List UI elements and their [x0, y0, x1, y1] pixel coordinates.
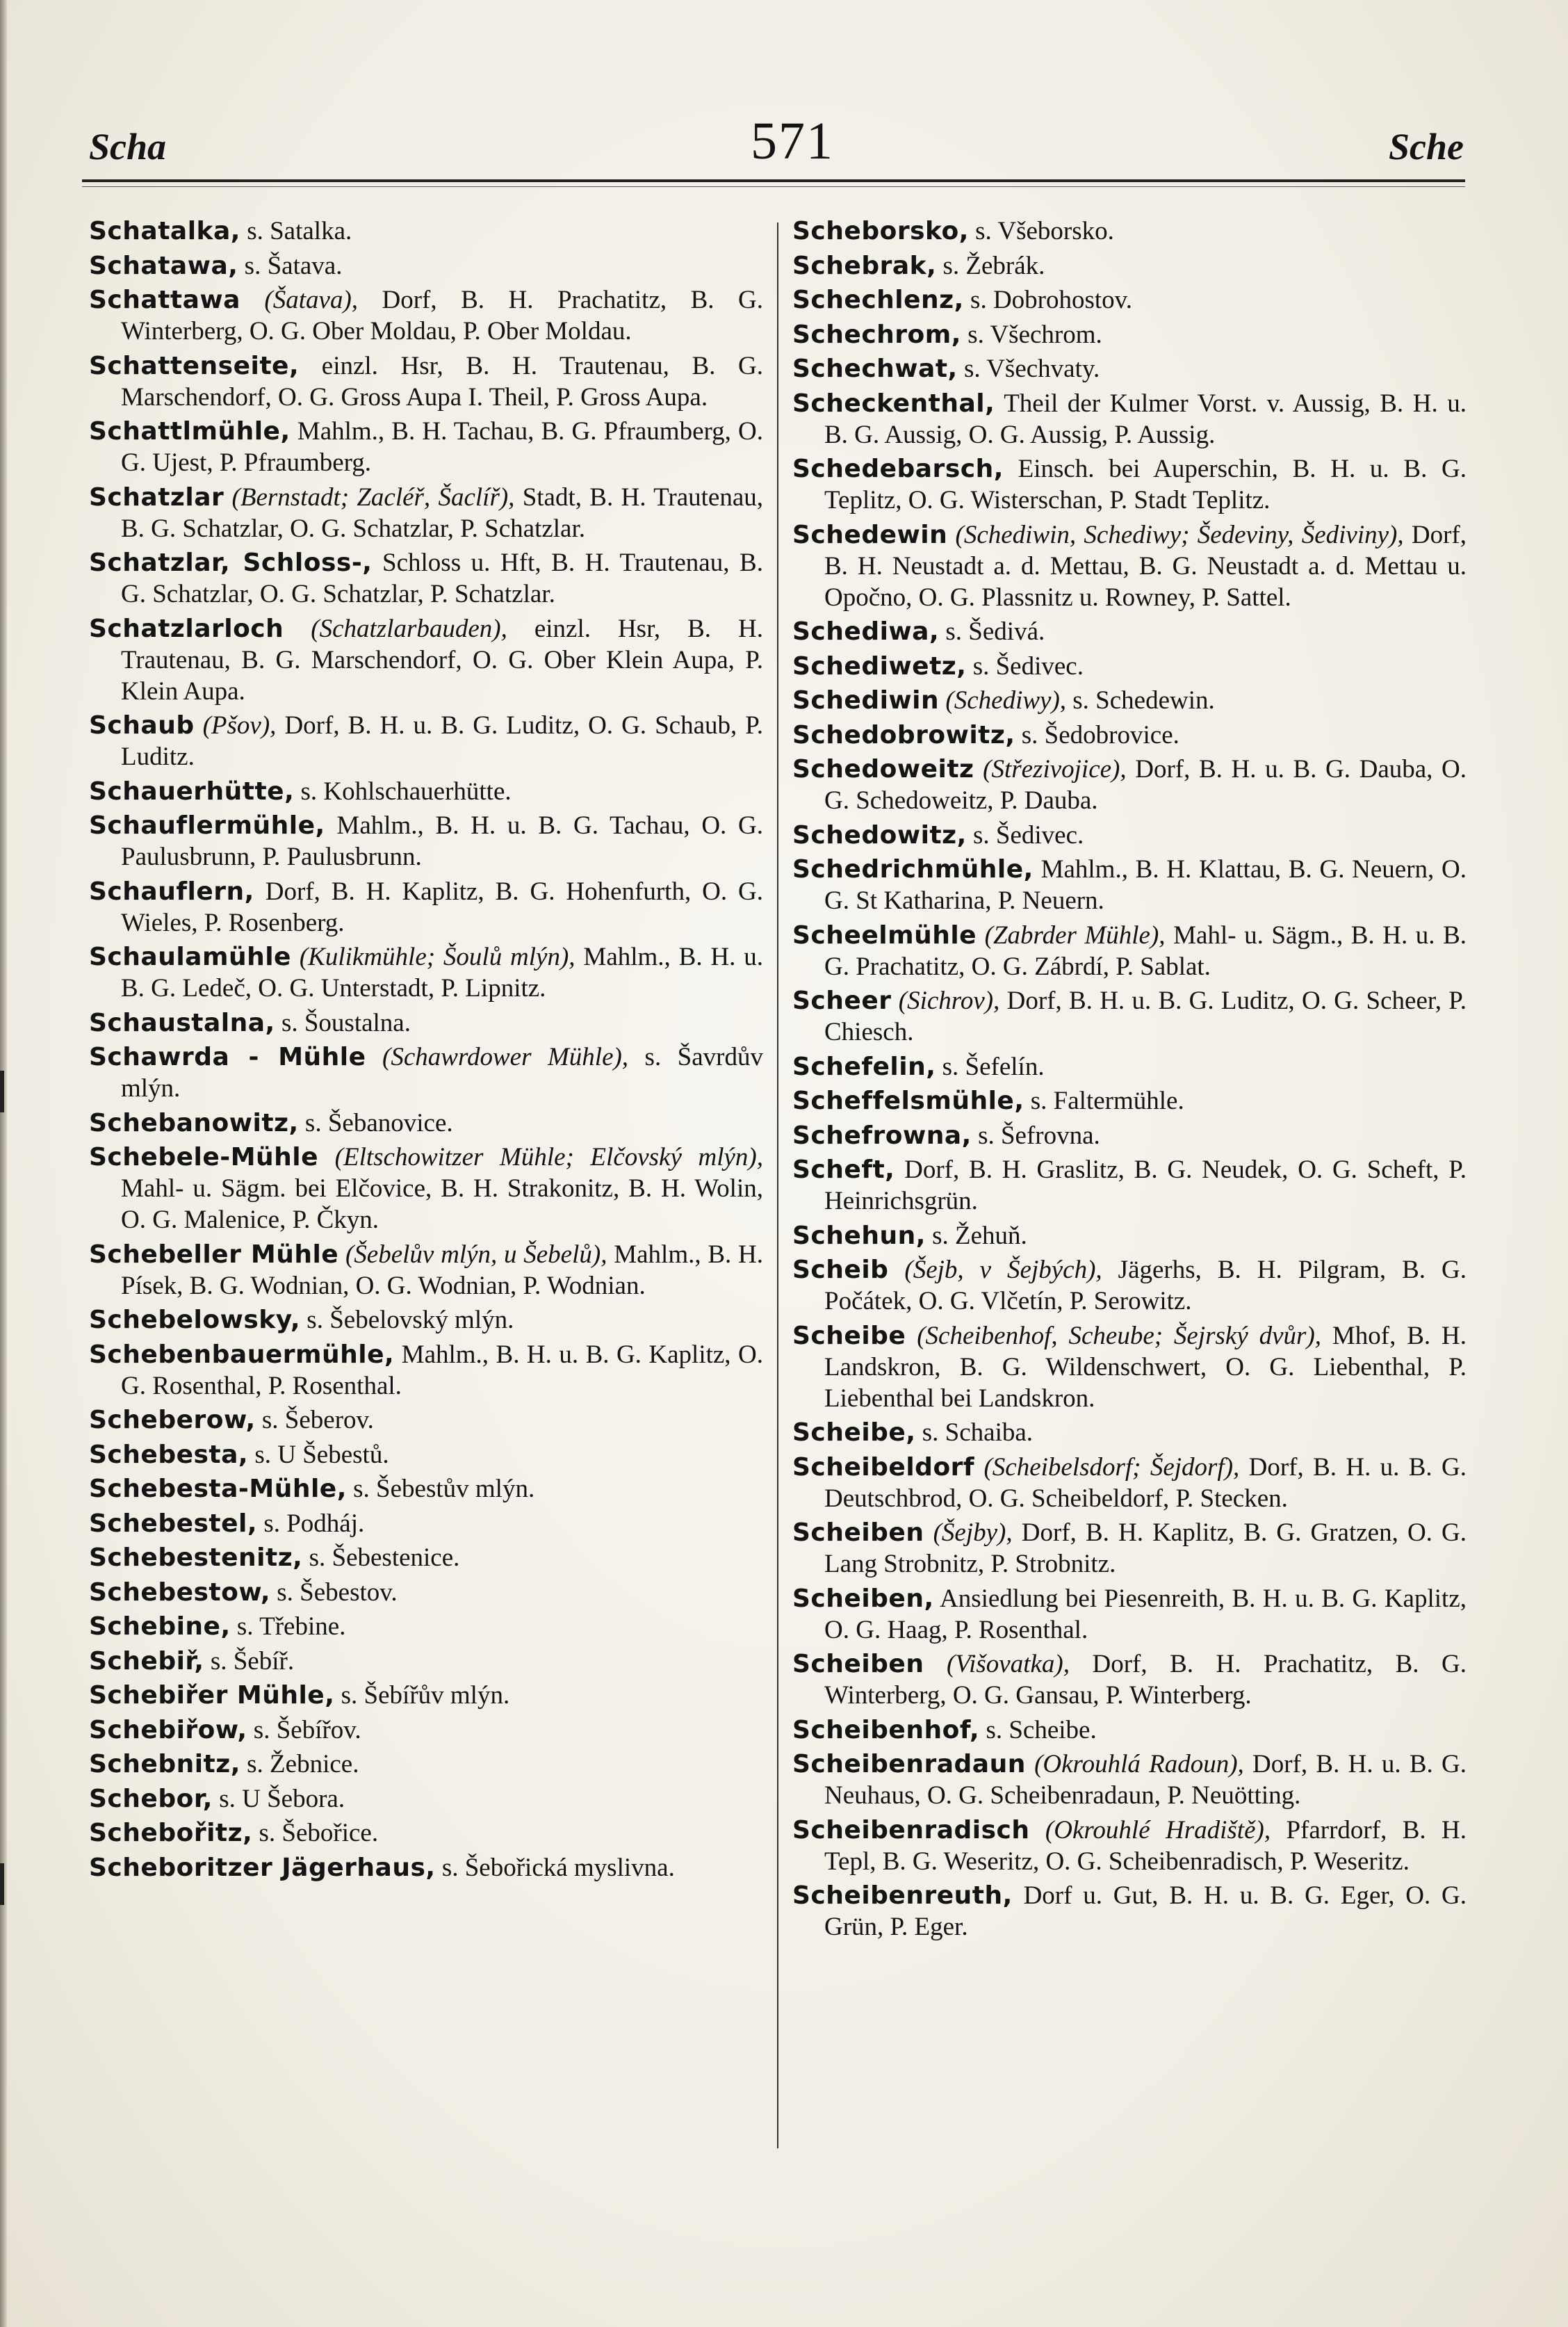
- entry-headword: Schatalka,: [89, 217, 240, 245]
- entry-description: s. Všechrom.: [961, 320, 1102, 349]
- entry-description: s. Všechvaty.: [957, 355, 1100, 383]
- gazetteer-entry: [792, 1220, 1467, 1251]
- entry-alternate-names: (Schawrdower Mühle),: [366, 1043, 629, 1071]
- entry-description: Dorf, B. H. Neustadt a. d. Mettau, B. G. Neustadt a. d. Mettau u. Opočno, O. G. Plassnitz u. Rowney, P. Sattel.: [824, 520, 1467, 612]
- entry-description: Dorf, B. H. Kaplitz, B. G. Hohenfurth, O. G. Wieles, P. Rosenberg.: [121, 877, 763, 937]
- entry-headword: Scheib: [792, 1256, 889, 1284]
- entry-headword: Scheiben,: [792, 1584, 934, 1613]
- gazetteer-entry: [792, 985, 1467, 1048]
- entry-headword: Scheberow,: [89, 1406, 256, 1434]
- gazetteer-entry: [89, 547, 763, 610]
- entry-headword: Schebesta,: [89, 1440, 249, 1469]
- entry-headword: Schaub: [89, 711, 195, 740]
- gazetteer-entry: [792, 651, 1467, 682]
- entry-headword: Scheboritzer Jägerhaus,: [89, 1853, 436, 1882]
- gazetteer-entry: [89, 1439, 763, 1470]
- gazetteer-entry: [89, 810, 763, 873]
- entry-headword: Schefrowna,: [792, 1121, 972, 1150]
- entry-headword: Schawrda - Mühle: [89, 1043, 366, 1071]
- entry-headword: Schattawa: [89, 286, 240, 314]
- entry-alternate-names: (Schediwy),: [939, 686, 1067, 715]
- entry-description: s. U Šebora.: [212, 1784, 345, 1813]
- gazetteer-entry: [792, 820, 1467, 851]
- header-rule: [82, 179, 1465, 182]
- entry-headword: Schebiřer Mühle,: [89, 1681, 335, 1710]
- entry-headword: Schedoweitz: [792, 755, 974, 784]
- entry-description: s. Třebine.: [230, 1612, 346, 1641]
- gazetteer-entry: [89, 1508, 763, 1539]
- entry-headword: Scheffelsmühle,: [792, 1087, 1024, 1115]
- entry-headword: Schediwa,: [792, 617, 940, 646]
- entry-headword: Schatzlar, Schloss-,: [89, 549, 373, 577]
- entry-description: s. Schedewin.: [1066, 686, 1215, 715]
- gazetteer-entry: [89, 1577, 763, 1608]
- gazetteer-entry: [89, 1611, 763, 1642]
- entry-headword: Schedrichmühle,: [792, 855, 1034, 884]
- gazetteer-entry: [89, 1304, 763, 1336]
- entry-headword: Scheibe,: [792, 1418, 916, 1447]
- entry-headword: Schebesta-Mühle,: [89, 1475, 347, 1503]
- gazetteer-entry: [792, 1648, 1467, 1711]
- entry-headword: Schauflermühle,: [89, 811, 325, 840]
- entry-headword: Schechlenz,: [792, 286, 964, 314]
- gazetteer-entry: [792, 388, 1467, 451]
- entry-description: Dorf u. Gut, B. H. u. B. G. Eger, O. G. Grün, P. Eger.: [824, 1881, 1467, 1941]
- entry-description: s. Šoustalna.: [275, 1008, 411, 1037]
- gazetteer-entry: [89, 776, 763, 807]
- entry-description: Mhof, B. H. Landskron, B. G. Wildenschwert, O. G. Liebenthal, P. Liebenthal bei Landskron.: [824, 1321, 1467, 1413]
- entry-alternate-names: (Bernstadt; Zacléř, Šaclíř),: [224, 483, 515, 512]
- entry-description: Dorf, B. H. u. B. G. Luditz, O. G. Scheer, P. Chiesch.: [824, 987, 1467, 1046]
- right-column: [792, 216, 1467, 1946]
- entry-description: s. Scheibe.: [979, 1715, 1097, 1744]
- gazetteer-entry: [792, 616, 1467, 647]
- gazetteer-entry: [89, 1339, 763, 1402]
- gazetteer-entry: [89, 482, 763, 544]
- gazetteer-entry: [89, 1542, 763, 1573]
- entry-description: s. Žebnice.: [240, 1750, 359, 1778]
- entry-headword: Schatzlarloch: [89, 614, 284, 643]
- gazetteer-entry: [792, 519, 1467, 613]
- entry-description: s. Šatava.: [238, 251, 343, 280]
- entry-headword: Schattenseite,: [89, 351, 300, 380]
- entry-alternate-names: (Šebelův mlýn, u Šebelů),: [338, 1240, 607, 1269]
- entry-description: s. Kohlschauerhütte.: [294, 777, 512, 806]
- entry-headword: Schebelowsky,: [89, 1306, 301, 1334]
- entry-headword: Schebanowitz,: [89, 1108, 299, 1137]
- entry-description: s. Šebořice.: [252, 1819, 379, 1847]
- entry-headword: Scheibenhof,: [792, 1715, 980, 1744]
- entry-headword: Schaustalna,: [89, 1008, 275, 1037]
- entry-description: s. Šedivec.: [966, 820, 1084, 850]
- gazetteer-entry: [792, 1120, 1467, 1151]
- running-head-left: Scha: [89, 126, 167, 168]
- entry-headword: Scheibe: [792, 1321, 906, 1350]
- entry-description: Mahlm., B. H. Klattau, B. G. Neuern, O. G. St Katharina, P. Neuern.: [824, 855, 1467, 915]
- entry-description: Mahlm., B. H. u. B. G. Kaplitz, O. G. Rosenthal, P. Rosenthal.: [121, 1340, 763, 1400]
- entry-description: Dorf, B. H. Kaplitz, B. G. Gratzen, O. G. Lang Strobnitz, P. Strobnitz.: [824, 1518, 1467, 1578]
- entry-description: Einsch. bei Auperschin, B. H. u. B. G. Teplitz, O. G. Wisterschan, P. Stadt Teplitz.: [824, 455, 1467, 514]
- entry-headword: Schechwat,: [792, 355, 958, 383]
- gazetteer-entry: [89, 216, 763, 247]
- entry-headword: Schebeller Mühle: [89, 1240, 339, 1269]
- gazetteer-entry: [792, 1517, 1467, 1580]
- entry-headword: Schatawa,: [89, 251, 238, 280]
- entry-description: einzl. Hsr, B. H. Trautenau, B. G. Marschendorf, O. G. Gross Aupa I. Theil, P. Gross Aupa.: [121, 351, 763, 412]
- entry-alternate-names: (Pšov),: [194, 711, 277, 740]
- entry-description: s. Podháj.: [257, 1509, 365, 1538]
- gazetteer-entry: [89, 284, 763, 347]
- entry-headword: Schauerhütte,: [89, 777, 295, 806]
- gazetteer-entry: [89, 876, 763, 939]
- entry-headword: Schedowitz,: [792, 820, 967, 850]
- running-head-right: Sche: [1389, 126, 1464, 168]
- entry-description: Mahlm., B. H. u. B. G. Tachau, O. G. Paulusbrunn, P. Paulusbrunn.: [121, 811, 763, 871]
- entry-description: einzl. Hsr, B. H. Trautenau, B. G. Marschendorf, O. G. Ober Klein Aupa, P. Klein Aupa.: [121, 614, 763, 706]
- entry-headword: Scheiben: [792, 1518, 924, 1547]
- gazetteer-entry: [89, 1041, 763, 1104]
- entry-headword: Schebiř,: [89, 1646, 204, 1676]
- entry-headword: Schattlmühle,: [89, 417, 291, 446]
- entry-headword: Scheft,: [792, 1156, 895, 1184]
- gazetteer-entry: [89, 1108, 763, 1139]
- entry-alternate-names: (Scheibenhof, Scheube; Šejrský dvůr),: [906, 1321, 1322, 1350]
- entry-headword: Scheer: [792, 987, 892, 1015]
- entry-headword: Schatzlar: [89, 483, 224, 512]
- entry-alternate-names: (Scheibelsdorf; Šejdorf),: [974, 1452, 1240, 1482]
- entry-description: Dorf, B. H. u. B. G. Dauba, O. G. Schedoweitz, P. Dauba.: [824, 755, 1467, 815]
- entry-alternate-names: (Šejb, v Šejbých),: [888, 1256, 1102, 1284]
- entry-alternate-names: (Schatzlarbauden),: [284, 614, 507, 643]
- gazetteer-entry: [89, 1852, 763, 1883]
- gazetteer-entry: [89, 1646, 763, 1677]
- entry-description: Mahlm., B. H. Tachau, B. G. Pfraumberg, O. G. Ujest, P. Pfraumberg.: [121, 417, 763, 477]
- gazetteer-entry: [792, 1583, 1467, 1646]
- entry-description: s. Šebestov.: [270, 1578, 398, 1607]
- gazetteer-entry: [89, 1749, 763, 1780]
- entry-description: Stadt, B. H. Trautenau, B. G. Schatzlar, O. G. Schatzlar, P. Schatzlar.: [121, 483, 763, 543]
- entry-headword: Schedewin: [792, 520, 948, 549]
- gazetteer-entry: [792, 1154, 1467, 1217]
- gazetteer-entry: [792, 685, 1467, 716]
- entry-description: s. Dobrohostov.: [963, 286, 1133, 314]
- page-number: 571: [751, 112, 834, 170]
- gazetteer-entry: [792, 1320, 1467, 1414]
- entry-description: s. Šefrovna.: [971, 1121, 1100, 1150]
- gazetteer-entry: [792, 1085, 1467, 1117]
- gazetteer-entry: [792, 1749, 1467, 1811]
- entry-description: s. Šebelovský mlýn.: [300, 1306, 514, 1334]
- gazetteer-entry: [792, 319, 1467, 350]
- entry-description: Dorf, B. H. Prachatitz, B. G. Winterberg, O. G. Ober Moldau, P. Ober Moldau.: [121, 286, 763, 346]
- entry-headword: Schediwetz,: [792, 651, 967, 681]
- entry-headword: Schauflern,: [89, 877, 254, 906]
- entry-description: s. Šebíř.: [204, 1646, 295, 1676]
- gazetteer-entry: [89, 1239, 763, 1302]
- entry-description: Mahl- u. Sägm. bei Elčovice, B. H. Strakonitz, B. H. Wolin, O. G. Malenice, P. Čkyn.: [121, 1174, 763, 1234]
- gazetteer-entry: [792, 1880, 1467, 1943]
- gazetteer-entry: [89, 1473, 763, 1505]
- gazetteer-entry: [792, 1815, 1467, 1877]
- entry-description: s. Šedivec.: [966, 651, 1084, 681]
- entry-headword: Schebestel,: [89, 1509, 258, 1538]
- entry-description: Theil der Kulmer Vorst. v. Aussig, B. H. u. B. G. Aussig, O. G. Aussig, P. Aussig.: [824, 389, 1467, 449]
- entry-headword: Schaulamühle: [89, 943, 291, 971]
- entry-description: Dorf, B. H. u. B. G. Neuhaus, O. G. Scheibenradaun, P. Neuötting.: [824, 1750, 1467, 1810]
- column-divider: [777, 222, 778, 2148]
- entry-alternate-names: (Eltschowitzer Mühle; Elčovský mlýn),: [318, 1143, 763, 1171]
- gazetteer-entry: [792, 1452, 1467, 1514]
- entry-description: s. Šebanovice.: [298, 1108, 453, 1137]
- entry-description: s. Všeborsko.: [968, 217, 1114, 245]
- entry-headword: Schedebarsch,: [792, 455, 1004, 483]
- entry-headword: Scheibenradaun: [792, 1750, 1026, 1778]
- entry-description: s. Šebířův mlýn.: [334, 1681, 510, 1710]
- entry-description: Jägerhs, B. H. Pilgram, B. G. Počátek, O. G. Vlčetín, P. Serowitz.: [824, 1256, 1467, 1315]
- entry-description: s. Šebestův mlýn.: [346, 1475, 535, 1503]
- entry-alternate-names: (Zabrder Mühle),: [977, 921, 1166, 950]
- gazetteer-entry: [792, 1417, 1467, 1448]
- entry-description: s. U Šebestů.: [248, 1440, 389, 1469]
- gazetteer-entry: [792, 453, 1467, 516]
- entry-headword: Scheiben: [792, 1650, 924, 1678]
- entry-description: Dorf, B. H. Graslitz, B. G. Neudek, O. G. Scheft, P. Heinrichsgrün.: [824, 1156, 1467, 1215]
- margin-mark: [0, 1863, 4, 1905]
- gazetteer-entry: [89, 350, 763, 413]
- gazetteer-entry: [89, 941, 763, 1004]
- entry-headword: Schebnitz,: [89, 1750, 240, 1778]
- gazetteer-entry: [89, 250, 763, 282]
- gazetteer-entry: [89, 1142, 763, 1235]
- entry-headword: Scheborsko,: [792, 217, 969, 245]
- entry-description: s. Šedobrovice.: [1015, 720, 1179, 749]
- entry-headword: Scheelmühle: [792, 921, 977, 950]
- gazetteer-entry: [89, 1680, 763, 1711]
- gazetteer-entry: [89, 1783, 763, 1815]
- entry-headword: Schebor,: [89, 1784, 213, 1813]
- gazetteer-entry: [792, 754, 1467, 816]
- entry-description: s. Faltermühle.: [1024, 1087, 1184, 1115]
- gazetteer-entry: [89, 1404, 763, 1436]
- entry-headword: Schebine,: [89, 1612, 231, 1641]
- entry-headword: Scheibenradisch: [792, 1815, 1030, 1844]
- entry-description: s. Žehuň.: [925, 1221, 1027, 1250]
- entry-description: Dorf, B. H. Prachatitz, B. G. Winterberg, O. G. Gansau, P. Winterberg.: [824, 1650, 1467, 1710]
- gazetteer-entry: [792, 1254, 1467, 1317]
- gazetteer-entry: [792, 720, 1467, 751]
- entry-description: s. Šebořická myslivna.: [435, 1853, 675, 1882]
- gazetteer-entry: [89, 613, 763, 707]
- gazetteer-entry: [792, 920, 1467, 982]
- gazetteer-entry: [792, 216, 1467, 247]
- entry-headword: Schechrom,: [792, 320, 961, 349]
- gazetteer-entry: [89, 710, 763, 772]
- gazetteer-entry: [792, 284, 1467, 316]
- entry-alternate-names: (Sichrov),: [891, 987, 1000, 1015]
- entry-alternate-names: (Kulikmühle; Šoulů mlýn),: [291, 943, 575, 971]
- entry-description: s. Schaiba.: [915, 1418, 1034, 1447]
- entry-headword: Schebořitz,: [89, 1819, 253, 1847]
- entry-description: s. Šebířov.: [247, 1715, 361, 1744]
- entry-headword: Scheckenthal,: [792, 389, 995, 418]
- gazetteer-entry: [89, 1817, 763, 1849]
- entry-headword: Schebestow,: [89, 1578, 270, 1607]
- entry-headword: Schediwin: [792, 686, 940, 715]
- entry-alternate-names: (Šatava),: [240, 286, 359, 314]
- gazetteer-entry: [792, 1714, 1467, 1746]
- entry-headword: Schebiřow,: [89, 1715, 247, 1744]
- entry-description: s. Šedivá.: [939, 617, 1045, 646]
- entry-alternate-names: (Schediwin, Schediwy; Šedeviny, Šediviny),: [947, 520, 1404, 549]
- entry-headword: Schefelin,: [792, 1052, 936, 1081]
- entry-headword: Schebrak,: [792, 251, 937, 280]
- entry-description: s. Šebestenice.: [302, 1543, 460, 1572]
- entry-headword: Schebele-Mühle: [89, 1143, 319, 1171]
- gazetteer-entry: [792, 1051, 1467, 1083]
- gazetteer-entry: [792, 353, 1467, 384]
- margin-mark: [0, 1071, 4, 1112]
- entry-description: Ansiedlung bei Piesenreith, B. H. u. B. G. Kaplitz, O. G. Haag, P. Rosenthal.: [824, 1584, 1467, 1644]
- gazetteer-entry: [89, 1714, 763, 1746]
- entry-description: Mahlm., B. H. Písek, B. G. Wodnian, O. G. Wodnian, P. Wodnian.: [121, 1240, 763, 1300]
- entry-description: s. Satalka.: [240, 217, 352, 245]
- gazetteer-entry: [792, 854, 1467, 916]
- entry-description: Dorf, B. H. u. B. G. Deutschbrod, O. G. Scheibeldorf, P. Stecken.: [824, 1452, 1467, 1513]
- entry-description: Mahlm., B. H. u. B. G. Ledeč, O. G. Unterstadt, P. Lipnitz.: [121, 943, 764, 1003]
- entry-headword: Scheibeldorf: [792, 1452, 975, 1482]
- entry-headword: Schehun,: [792, 1221, 926, 1250]
- running-head: [0, 111, 1568, 188]
- gazetteer-entry: [792, 250, 1467, 282]
- entry-description: s. Žebrák.: [936, 251, 1045, 280]
- entry-alternate-names: (Okrouhlé Hradiště),: [1029, 1815, 1271, 1844]
- entry-description: Mahl- u. Sägm., B. H. u. B. G. Prachatitz, O. G. Zábrdí, P. Sablat.: [824, 921, 1467, 981]
- entry-headword: Schedobrowitz,: [792, 720, 1015, 749]
- page-edge-shadow: [0, 0, 7, 2327]
- entry-alternate-names: (Okrouhlá Radoun),: [1025, 1750, 1244, 1778]
- entry-description: Schloss u. Hft, B. H. Trautenau, B. G. Schatzlar, O. G. Schatzlar, P. Schatzlar.: [121, 549, 763, 608]
- entry-alternate-names: (Šejby),: [924, 1518, 1013, 1547]
- entry-description: Pfarrdorf, B. H. Tepl, B. G. Weseritz, O. G. Scheibenradisch, P. Weseritz.: [824, 1815, 1467, 1876]
- entry-alternate-names: (Střezivojice),: [974, 755, 1127, 784]
- entry-description: s. Šefelín.: [936, 1052, 1045, 1081]
- header-rule-thin: [82, 186, 1465, 187]
- entry-description: Dorf, B. H. u. B. G. Luditz, O. G. Schaub, P. Luditz.: [121, 711, 763, 771]
- gazetteer-entry: [89, 416, 763, 478]
- entry-description: s. Šavrdův mlýn.: [121, 1043, 763, 1103]
- entry-alternate-names: (Višovatka),: [924, 1650, 1070, 1678]
- entry-headword: Schebenbauermühle,: [89, 1340, 395, 1369]
- left-column: [89, 216, 763, 1886]
- gazetteer-entry: [89, 1007, 763, 1039]
- entry-headword: Scheibenreuth,: [792, 1881, 1013, 1910]
- entry-description: s. Šeberov.: [255, 1406, 374, 1434]
- entry-headword: Schebestenitz,: [89, 1543, 303, 1572]
